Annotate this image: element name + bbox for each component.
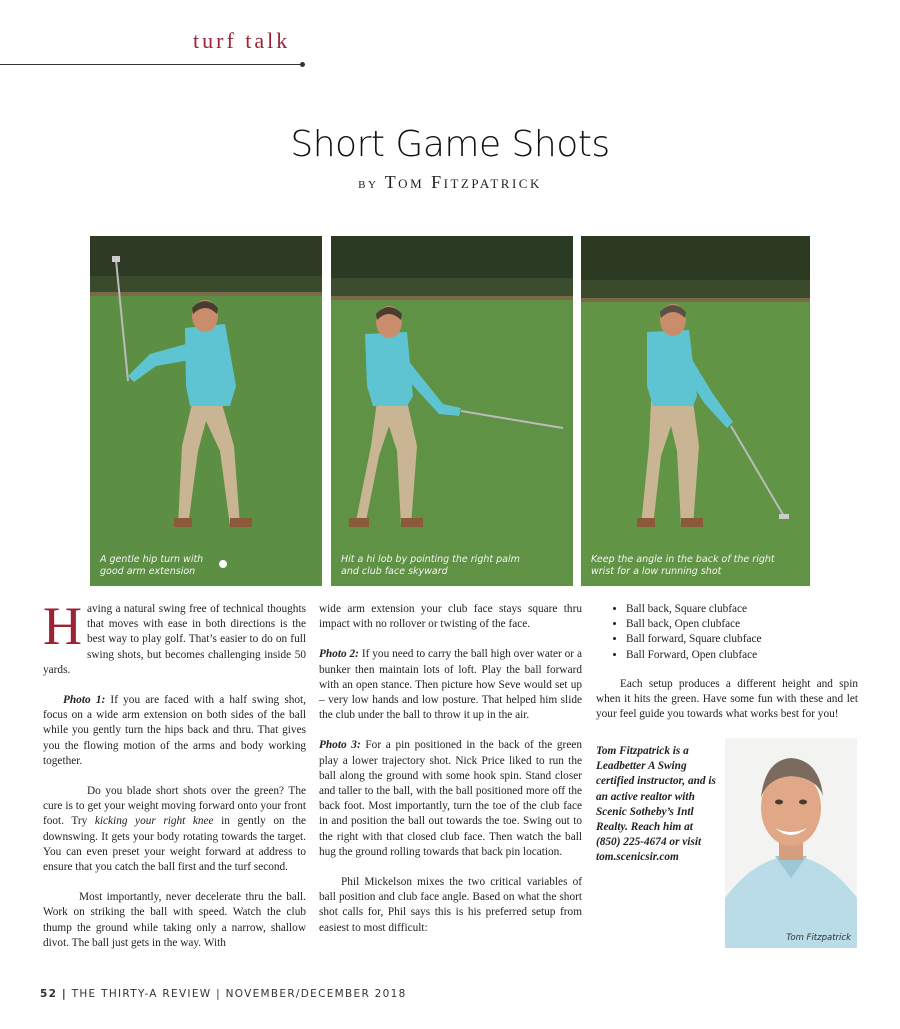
photo-1-lead: Photo 1: (63, 694, 106, 707)
photo-2 (331, 236, 573, 586)
list-item: • Ball Forward, Open clubface (626, 648, 858, 663)
body-column-1 (43, 596, 307, 966)
photo-1-paragraph: Photo 1: If you are faced with a half swing shot, focus on a wide arm extension on both sides of the ball while you gently turn the hips back and thru. That gives you the flowing motion of the arms and body working together. (43, 694, 307, 767)
photo-1-caption: A gentle hip turn with good arm extension (100, 554, 204, 577)
headshot-caption: Tom Fitzpatrick (786, 933, 851, 943)
photo-2-caption: Hit a hi lob by pointing the right palm and club face skyward (341, 554, 520, 577)
author-headshot (725, 738, 857, 948)
page-footer (40, 988, 407, 1000)
list-item: • Ball back, Square clubface (626, 602, 858, 617)
footer-separator: | (216, 988, 221, 1000)
drop-cap: H (43, 596, 82, 656)
body-column-3 (596, 602, 858, 737)
paragraph-extension: wide arm extension your club face stays square thru impact with no rollover or twisting of the face. (319, 603, 582, 631)
issue-date: NOVEMBER/DECEMBER 2018 (225, 988, 407, 1000)
byline-prefix: by (358, 176, 379, 192)
setup-list (596, 602, 858, 663)
list-item: • Ball forward, Square clubface (626, 632, 858, 647)
photo-3-caption: Keep the angle in the back of the right wrist for a low running shot (591, 554, 775, 577)
paragraph-setup: Each setup produces a different height and spin when it hits the green. Have some fun with these and let your feel guide you towards what works best for you! (596, 677, 858, 721)
photo-2-lead: Photo 2: (319, 648, 359, 661)
photo-3-lead: Photo 3: (319, 739, 361, 752)
byline-author: Tom Fitzpatrick (384, 172, 542, 192)
publication-name: THE THIRTY-A REVIEW (71, 988, 212, 1000)
header-rule (0, 64, 303, 65)
header-rule-dot (300, 62, 305, 67)
intro-paragraph: Having a natural swing free of technical thoughts that moves with ease in both directions is the best way to play golf. That’s easier to do on full swing shots, but becomes challenging inside 50 yards. (43, 596, 306, 676)
photo-2-paragraph: Photo 2: If you need to carry the ball high over water or a bunker then maintain lots of loft. Play the ball forward with an open stance. Then picture how Seve would set up – very low hands and low posture. That helped him slide the club under the ball to throw it up in the air. (319, 648, 582, 722)
list-item: • Ball back, Open clubface (626, 617, 858, 632)
photo-3-paragraph: Photo 3: For a pin positioned in the back of the green play a lower trajectory shot. Nick Price liked to run the ball along the ground with some hook spin. Stand closer and taller to the ball, with the ball positioned more off the back foot. Most importantly, turn the toe of the club face in and position the ball out towards the toe. Swing out to the right with that closed club face. Then watch the ball hug the ground rolling towards that back pin location. (319, 739, 582, 858)
photo-1 (90, 236, 322, 586)
page-number: 52 (40, 988, 58, 1000)
paragraph-blade: Do you blade short shots over the green? The cure is to get your weight moving forward onto your front foot. Try kicking your right knee in gently on the downswing. It gets your body rotating towards the target. You can even preset your weight forward at address to ensure that you catch the ball first and the turf second. (43, 785, 306, 874)
byline (0, 172, 900, 193)
article-title: Short Game Shots (290, 124, 610, 165)
paragraph-decelerate: Most importantly, never decelerate thru the ball. Work on striking the ball with speed. Watch the club thump the ground while taking only a narrow, shallow divot. The ball just gets in the way. With (43, 891, 306, 949)
author-bio: Tom Fitzpatrick is a Leadbetter A Swing certified instructor, and is an active realtor with Scenic Sotheby’s Intl Realty. Reach him at (850) 225-4674 or visit tom.scenicsir.com (596, 745, 716, 864)
paragraph-mickelson: Phil Mickelson mixes the two critical variables of ball position and club face angle. Based on what the short shot calls for, Phil says this is his preferred setup from easiest to most difficult: (319, 876, 582, 934)
photo-3 (581, 236, 810, 586)
footer-separator: | (61, 988, 67, 1000)
section-label: turf talk (193, 28, 291, 53)
body-column-2 (319, 602, 582, 951)
